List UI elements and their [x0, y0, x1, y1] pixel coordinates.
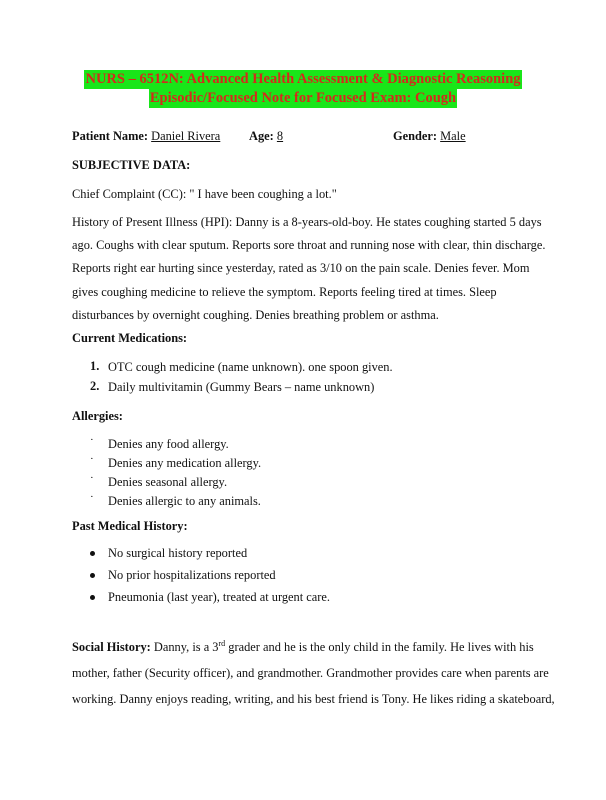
bullet-icon: ·: [90, 472, 94, 484]
medication-item: OTC cough medicine (name unknown). one spoon given.: [108, 360, 393, 374]
age-field: [249, 128, 283, 144]
document-title: [0, 70, 606, 108]
list-number: 1.: [90, 359, 100, 373]
social-text: grader and he is the only child in the family. He lives with his: [225, 640, 534, 654]
pmh-item: Pneumonia (last year), treated at urgent care.: [108, 590, 331, 604]
gender-field: [393, 128, 466, 144]
allergy-item: Denies any medication allergy.: [108, 456, 262, 470]
social-line: working. Danny enjoys reading, writing, and his best friend is Tony. He likes riding a skateboard,: [72, 692, 555, 706]
social-line: mother, father (Security officer), and grandmother. Grandmother provides care when parents are: [72, 666, 549, 680]
title-line-2: Episodic/Focused Note for Focused Exam: Cough: [149, 90, 457, 106]
hpi-line: disturbances by overnight coughing. Denies breathing problem or asthma.: [72, 307, 439, 322]
pmh-item: No prior hospitalizations reported: [108, 568, 276, 582]
bullet-icon: [90, 573, 95, 578]
patient-info-row: [72, 128, 220, 144]
hpi-line: Reports right ear hurting since yesterday, rated as 3/10 on the pain scale. Denies fever. Mom: [72, 261, 530, 276]
patient-name-value: Daniel Rivera: [151, 129, 221, 143]
title-line-1: NURS – 6512N: Advanced Health Assessment & Diagnostic Reasoning: [85, 71, 521, 87]
bullet-icon: [90, 551, 95, 556]
patient-name-label: Patient Name:: [72, 129, 149, 143]
hpi-line: gives coughing medicine to relieve the symptom. Reports feeling tired at times. Sleep: [72, 284, 497, 299]
allergy-item: Denies seasonal allergy.: [108, 475, 228, 489]
pmh-item: No surgical history reported: [108, 546, 248, 560]
hpi-line: History of Present Illness (HPI): Danny is a 8-years-old-boy. He states coughing started 5 days: [72, 215, 542, 229]
age-value: 8: [276, 129, 284, 143]
bullet-icon: [90, 595, 95, 600]
gender-label: Gender:: [393, 129, 438, 143]
hpi-line: ago. Coughs with clear sputum. Reports sore throat and running nose with clear, thin discharge.: [72, 238, 546, 253]
social-history-paragraph: [72, 634, 555, 712]
allergy-item: Denies any food allergy.: [108, 437, 229, 451]
list-number: 2.: [90, 379, 100, 393]
age-label: Age:: [249, 129, 274, 143]
ordinal-suffix: rd: [218, 638, 226, 648]
bullet-icon: ·: [90, 453, 94, 465]
allergy-item: Denies allergic to any animals.: [108, 494, 261, 508]
bullet-icon: ·: [90, 434, 94, 446]
medication-item: Daily multivitamin (Gummy Bears – name unknown): [108, 380, 375, 394]
hpi-paragraph: [72, 211, 546, 327]
allergies-heading: Allergies:: [72, 409, 123, 423]
gender-value: Male: [440, 129, 466, 143]
medications-heading: Current Medications:: [72, 331, 188, 345]
bullet-icon: ·: [90, 491, 94, 503]
social-history-label: Social History:: [72, 640, 151, 654]
social-line: [72, 634, 542, 660]
pmh-heading: Past Medical History:: [72, 519, 188, 533]
chief-complaint: Chief Complaint (CC): " I have been coughing a lot.": [72, 187, 337, 201]
social-text: Danny, is a 3: [150, 640, 219, 654]
subjective-heading: SUBJECTIVE DATA:: [72, 158, 191, 172]
